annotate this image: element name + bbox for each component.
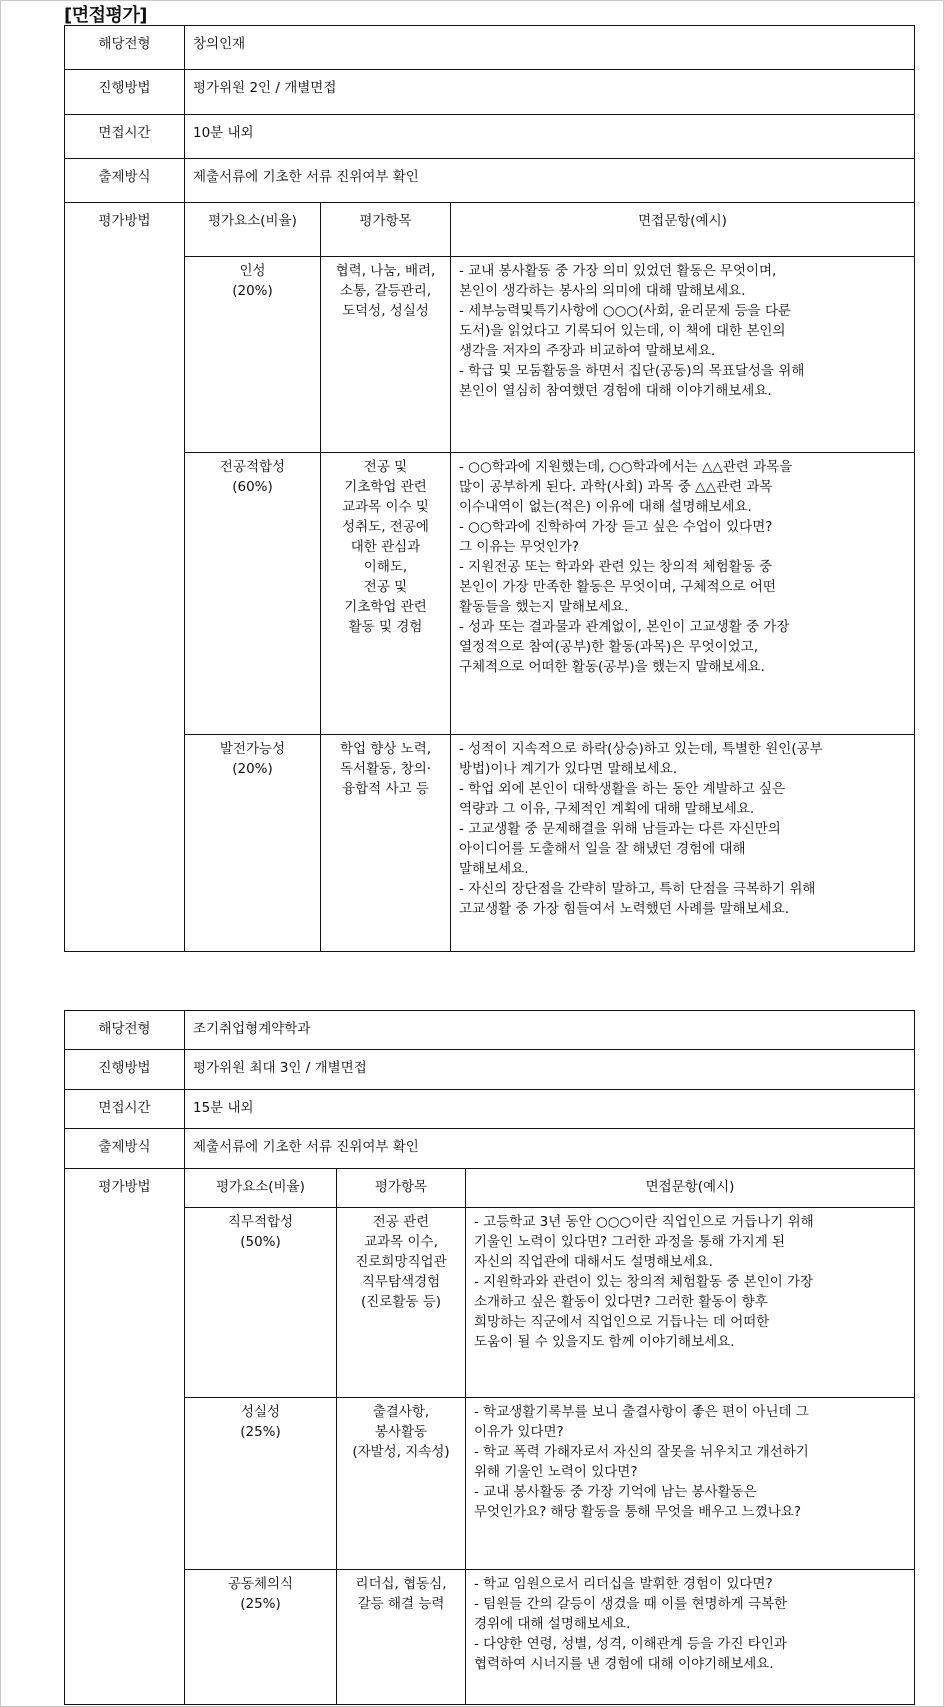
info-value: 제출서류에 기초한 서류 진위여부 확인 [185, 1129, 915, 1169]
evaluation-item-line: 전공 및 [363, 579, 408, 595]
info-value: 평가위원 2인 / 개별면접 [185, 70, 915, 115]
interview-question-line: - 학업 외에 본인이 대학생활을 하는 동안 계발하고 싶은 [459, 781, 786, 797]
interview-questions [451, 735, 915, 952]
evaluation-item-line: 독서활동, 창의· [339, 761, 432, 777]
info-row-time [65, 1090, 915, 1129]
interview-question-line: - 지원전공 또는 학과와 관련 있는 창의적 체험활동 중 [459, 559, 773, 575]
info-label: 출제방식 [65, 1129, 185, 1169]
interview-question-line: 본인이 생각하는 봉사의 의미에 대해 말해보세요. [459, 283, 746, 299]
evaluation-element [185, 1208, 337, 1398]
evaluation-items [337, 1570, 466, 1705]
interview-questions [466, 1398, 915, 1570]
info-row-time [65, 115, 915, 159]
interview-question-line: 생각을 저자의 주장과 비교하여 말해보세요. [459, 343, 716, 359]
evaluation-item-line: 협력, 나눔, 배려, [335, 263, 436, 279]
interview-question-line: 고교생활 중 가장 힘들여서 노력했던 사례를 말해보세요. [459, 901, 789, 917]
interview-question-line: - 성적이 지속적으로 하락(상승)하고 있는데, 특별한 원인(공부 [459, 741, 823, 757]
interview-question-line: 말해보세요. [459, 861, 529, 877]
evaluation-item-line: 학업 향상 노력, [339, 741, 432, 757]
evaluation-item-line: (자발성, 지속성) [352, 1444, 450, 1460]
interview-question-line: 희망하는 직군에서 직업인으로 거듭나는 데 어떠한 [474, 1314, 770, 1330]
info-value: 평가위원 최대 3인 / 개별면접 [185, 1050, 915, 1090]
interview-questions [451, 257, 915, 453]
info-value: 조기취업형계약학과 [185, 1011, 915, 1050]
section-heading: [면접평가] [64, 5, 148, 26]
criteria-row [65, 1208, 915, 1398]
criteria-row [65, 453, 915, 735]
evaluation-item-line: 출결사항, [372, 1404, 430, 1420]
interview-table-creative [64, 25, 915, 952]
interview-questions [466, 1208, 915, 1398]
evaluation-item-line: 기초학업 관련 [344, 599, 427, 615]
evaluation-item-line: 전공 및 [363, 459, 408, 475]
interview-question-line: - 지원학과와 관련이 있는 창의적 체험활동 중 본인이 가장 [474, 1274, 814, 1290]
column-header: 면접문항(예시) [451, 203, 915, 257]
interview-question-line: 협력하여 시너지를 낸 경험에 대해 이야기해보세요. [474, 1656, 774, 1672]
evaluation-element-line: (50%) [240, 1234, 281, 1250]
column-header: 평가항목 [337, 1169, 466, 1208]
criteria-row [65, 257, 915, 453]
evaluation-item-line: 소통, 갈등관리, [339, 283, 432, 299]
info-row-method [65, 70, 915, 115]
interview-question-line: - 고교생활 중 문제해결을 위해 남들과는 다른 자신만의 [459, 821, 781, 837]
info-value: 제출서류에 기초한 서류 진위여부 확인 [185, 159, 915, 203]
evaluation-items [321, 453, 451, 735]
header-row [65, 203, 915, 257]
interview-question-line: - 학교생활기록부를 보니 출결사항이 좋은 편이 아닌데 그 [474, 1404, 809, 1420]
interview-question-line: - 고등학교 3년 동안 ○○○이란 직업인으로 거듭나기 위해 [474, 1214, 814, 1230]
interview-questions [466, 1570, 915, 1705]
evaluation-item-line: 봉사활동 [374, 1424, 428, 1440]
column-header: 면접문항(예시) [466, 1169, 915, 1208]
info-label: 진행방법 [65, 1050, 185, 1090]
info-label: 출제방식 [65, 159, 185, 203]
interview-table-early-employment [64, 1010, 915, 1705]
interview-question-line: - 다양한 연령, 성별, 성격, 이해관계 등을 가진 타인과 [474, 1636, 787, 1652]
evaluation-element-line: (60%) [232, 479, 273, 495]
interview-question-line: 활동들을 했는지 말해보세요. [459, 599, 629, 615]
interview-question-line: - 학급 및 모둠활동을 하면서 집단(공동)의 목표달성을 위해 [459, 363, 805, 379]
interview-question-line: - 교내 봉사활동 중 가장 기억에 남는 봉사활동은 [474, 1484, 757, 1500]
interview-question-line: 아이디어를 도출해서 일을 잘 해냈던 경험에 대해 [459, 841, 746, 857]
evaluation-element [185, 453, 321, 735]
interview-question-line: 자신의 직업관에 대해서도 설명해보세요. [474, 1254, 713, 1270]
evaluation-element-line: 공동체의식 [227, 1576, 294, 1592]
interview-question-line: 열정적으로 참여(공부)한 활동(과목)은 무엇이었고, [459, 639, 759, 655]
info-row-question-type [65, 1129, 915, 1169]
evaluation-item-line: 활동 및 경험 [348, 619, 423, 635]
evaluation-element-line: 직무적합성 [227, 1214, 294, 1230]
evaluation-element-line: 인성 [239, 263, 266, 279]
info-row-method [65, 1050, 915, 1090]
evaluation-item-line: 기초학업 관련 [344, 479, 427, 495]
interview-questions [451, 453, 915, 735]
interview-question-line: 위해 기울인 노력이 있다면? [474, 1464, 638, 1480]
interview-question-line: 무엇인가요? 해당 활동을 통해 무엇을 배우고 느꼈나요? [474, 1504, 801, 1520]
criteria-row [65, 735, 915, 952]
interview-question-line: 본인이 가장 만족한 활동은 무엇이며, 구체적으로 어떤 [459, 579, 776, 595]
interview-question-line: 경위에 대해 설명해보세요. [474, 1616, 631, 1632]
evaluation-label: 평가방법 [65, 203, 185, 952]
column-header: 평가요소(비율) [185, 203, 321, 257]
evaluation-item-line: 이해도, [363, 559, 408, 575]
evaluation-element-line: (20%) [232, 761, 273, 777]
evaluation-element [185, 1398, 337, 1570]
info-row-type [65, 26, 915, 70]
info-label: 진행방법 [65, 70, 185, 115]
evaluation-item-line: 직무탐색경험 [361, 1274, 441, 1290]
interview-question-line: - 학교 폭력 가해자로서 자신의 잘못을 뉘우치고 개선하기 [474, 1444, 809, 1460]
column-header: 평가요소(비율) [185, 1169, 337, 1208]
header-row [65, 1169, 915, 1208]
interview-question-line: 소개하고 싶은 활동이 있다면? 그러한 활동이 향후 [474, 1294, 768, 1310]
criteria-row [65, 1398, 915, 1570]
evaluation-element [185, 735, 321, 952]
info-value: 창의인재 [185, 26, 915, 70]
info-label: 해당전형 [65, 26, 185, 70]
interview-question-line: - 교내 봉사활동 중 가장 의미 있었던 활동은 무엇이며, [459, 263, 777, 279]
interview-question-line: 구체적으로 어떠한 활동(공부)을 했는지 말해보세요. [459, 659, 765, 675]
info-value: 10분 내외 [185, 115, 915, 159]
interview-question-line: - ○○학과에 지원했는데, ○○학과에서는 △△관련 과목을 [459, 459, 793, 475]
interview-question-line: - ○○학과에 진학하여 가장 듣고 싶은 수업이 있다면? [459, 519, 773, 535]
evaluation-element-line: 전공적합성 [219, 459, 286, 475]
evaluation-item-line: 전공 관련 [372, 1214, 430, 1230]
evaluation-item-line: 융합적 사고 등 [342, 781, 429, 797]
evaluation-item-line: 성취도, 전공에 [342, 519, 429, 535]
info-label: 해당전형 [65, 1011, 185, 1050]
evaluation-item-line: 갈등 해결 능력 [357, 1596, 445, 1612]
evaluation-element [185, 1570, 337, 1705]
evaluation-item-line: 리더십, 협동심, [355, 1576, 447, 1592]
evaluation-items [321, 257, 451, 453]
interview-question-line: 이수내역이 없는(적은) 이유에 대해 설명해보세요. [459, 499, 752, 515]
evaluation-element-line: 성실성 [240, 1404, 281, 1420]
evaluation-label: 평가방법 [65, 1169, 185, 1705]
info-row-question-type [65, 159, 915, 203]
interview-question-line: - 세부능력및특기사항에 ○○○(사회, 윤리문제 등을 다룬 [459, 303, 792, 319]
interview-question-line: 도서)을 읽었다고 기록되어 있는데, 이 책에 대한 본인의 [459, 323, 786, 339]
evaluation-items [337, 1398, 466, 1570]
interview-question-line: 그 이유는 무엇인가? [459, 539, 580, 555]
interview-question-line: 많이 공부하게 된다. 과학(사회) 과목 중 △△관련 과목 [459, 479, 773, 495]
evaluation-items [337, 1208, 466, 1398]
evaluation-item-line: 진로희망직업관 [355, 1254, 447, 1270]
evaluation-element [185, 257, 321, 453]
interview-question-line: 본인이 열심히 참여했던 경험에 대해 이야기해보세요. [459, 383, 772, 399]
evaluation-item-line: 교과목 이수 및 [342, 499, 429, 515]
evaluation-item-line: (진로활동 등) [360, 1294, 442, 1310]
evaluation-item-line: 교과목 이수, [364, 1234, 438, 1250]
evaluation-element-line: (20%) [232, 283, 273, 299]
column-header: 평가항목 [321, 203, 451, 257]
info-label: 면접시간 [65, 1090, 185, 1129]
interview-question-line: 역량과 그 이유, 구체적인 계획에 대해 말해보세요. [459, 801, 755, 817]
interview-question-line: - 팀원들 간의 갈등이 생겼을 때 이를 현명하게 극복한 [474, 1596, 788, 1612]
info-row-type [65, 1011, 915, 1050]
evaluation-element-line: (25%) [240, 1424, 281, 1440]
interview-question-line: - 성과 또는 결과물과 관계없이, 본인이 고교생활 중 가장 [459, 619, 790, 635]
evaluation-element-line: (25%) [240, 1596, 281, 1612]
interview-question-line: 방법)이나 계기가 있다면 말해보세요. [459, 761, 678, 777]
evaluation-item-line: 도덕성, 성실성 [342, 303, 429, 319]
evaluation-items [321, 735, 451, 952]
interview-question-line: 도움이 될 수 있을지도 함께 이야기해보세요. [474, 1334, 735, 1350]
interview-question-line: 기울인 노력이 있다면? 그러한 과정을 통해 가지게 된 [474, 1234, 786, 1250]
evaluation-item-line: 대한 관심과 [350, 539, 421, 555]
interview-question-line: - 자신의 장단점을 간략히 말하고, 특히 단점을 극복하기 위해 [459, 881, 816, 897]
criteria-row [65, 1570, 915, 1705]
info-value: 15분 내외 [185, 1090, 915, 1129]
info-label: 면접시간 [65, 115, 185, 159]
evaluation-element-line: 발전가능성 [219, 741, 286, 757]
interview-question-line: 이유가 있다면? [474, 1424, 564, 1440]
interview-question-line: - 학교 임원으로서 리더십을 발휘한 경험이 있다면? [474, 1576, 773, 1592]
